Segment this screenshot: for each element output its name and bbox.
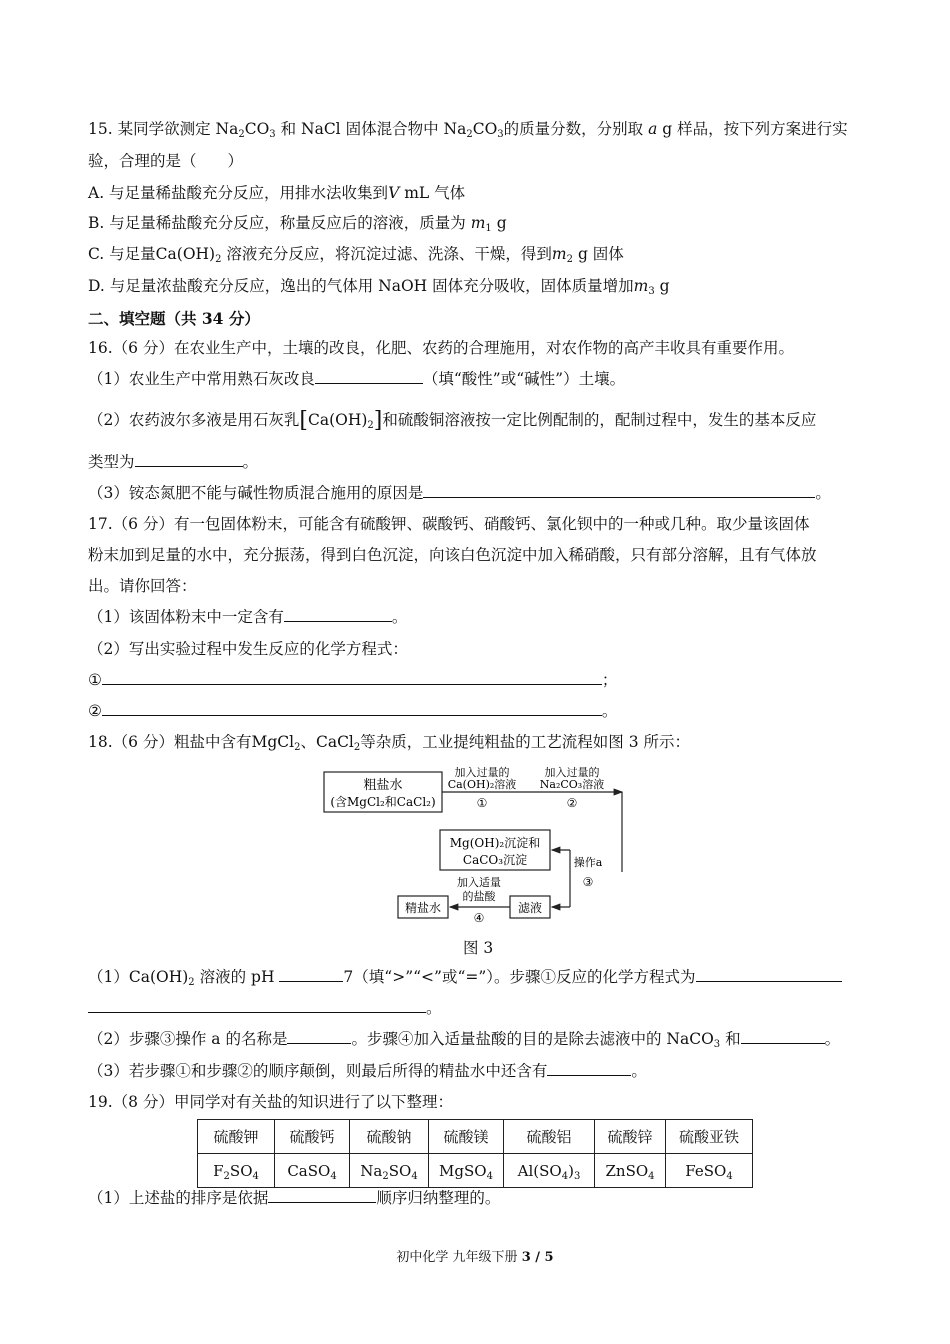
subscript: 2: [188, 977, 195, 988]
variable: m: [633, 277, 649, 295]
answer-blank[interactable]: [547, 1061, 631, 1076]
part-text: 溶液的 pH: [199, 968, 275, 986]
q16-part1: [88, 369, 625, 389]
q15-stem-text: 和 NaCl 固体混合物中: [280, 120, 439, 138]
subscript: 3: [713, 1039, 721, 1050]
subscript: 2: [223, 1170, 230, 1182]
q17-stem-line1: 17.（6 分）有一包固体粉末，可能含有硫酸钾、碳酸钙、硝酸钙、氯化钡中的一种或几种。取少量该固体: [88, 515, 810, 533]
answer-blank[interactable]: [102, 701, 602, 716]
salt-formula-row: [198, 1154, 753, 1188]
q18-text: 18.（6 分）粗盐中含有: [88, 733, 252, 751]
variable: m: [470, 214, 486, 232]
formula-text: FeSO: [685, 1161, 727, 1180]
punct: 。: [242, 453, 259, 471]
answer-blank[interactable]: [284, 607, 392, 622]
q15-stem-line2: 验，合理的是（ ）: [88, 152, 244, 170]
precipitate-label: Mg(OH)₂沉淀和: [449, 836, 541, 850]
formula-text: MgSO: [439, 1161, 487, 1180]
formula-text: ): [568, 1161, 574, 1180]
crude-salt-label: 粗盐水: [363, 778, 403, 793]
step4-reagent: 的盐酸: [462, 890, 496, 903]
subscript: 2: [382, 1170, 389, 1182]
table-cell: [595, 1154, 666, 1188]
option-text: g: [496, 214, 507, 232]
option-text: g 固体: [577, 245, 624, 263]
filtrate-label: 滤液: [517, 901, 543, 915]
q16-part2-line2: [88, 452, 258, 472]
step2-number: ②: [566, 796, 578, 810]
subscript: 3: [497, 129, 504, 140]
table-cell: [350, 1154, 429, 1188]
subscript: 4: [726, 1170, 733, 1182]
part-text: 顺序归纳整理的。: [376, 1189, 501, 1207]
table-cell: [666, 1154, 753, 1188]
answer-blank[interactable]: [88, 998, 426, 1013]
option-text: 溶液充分反应，将沉淀过滤、洗涤、干燥，得到: [226, 245, 552, 263]
formula-text: CO: [244, 120, 270, 138]
q17-stem-line3: 出。请你回答：: [88, 577, 197, 595]
variable: V: [388, 184, 400, 202]
subscript: 4: [486, 1170, 493, 1182]
q17-stem-line2: 粉末加到足量的水中，充分振荡，得到白色沉淀，向该白色沉淀中加入稀硝酸，只有部分溶解，且有气体放: [88, 546, 817, 564]
option-text: D. 与足量浓盐酸充分反应，逸出的气体用 NaOH 固体充分吸收，固体质量增加: [88, 277, 634, 295]
q15-stem-text: g 样品，按下列方案进行实: [662, 120, 848, 138]
q19-part1: [88, 1188, 500, 1208]
punct: 。: [391, 608, 408, 626]
part-text: （3）若步骤①和步骤②的顺序颠倒，则最后所得的精盐水中还含有: [88, 1062, 548, 1080]
answer-blank[interactable]: [135, 452, 243, 467]
circled-number: ②: [88, 702, 102, 720]
formula-text: SO: [229, 1161, 253, 1180]
section-title: 二、填空题（共 34 分）: [88, 309, 260, 328]
subscript: 4: [411, 1170, 418, 1182]
subscript: 2: [566, 254, 573, 265]
q17-equation-1: [88, 670, 617, 690]
q16-part3: [88, 483, 831, 503]
subscript: 3: [573, 1170, 581, 1182]
step2-label: 加入过量的: [544, 766, 600, 779]
formula-text: ZnSO: [605, 1161, 649, 1180]
part-text: 类型为: [88, 453, 135, 471]
formula-text: MgCl: [251, 733, 295, 751]
subscript: 4: [330, 1170, 337, 1182]
option-text: B. 与足量稀盐酸充分反应，称量反应后的溶液，质量为: [88, 214, 466, 232]
subscript: 4: [648, 1170, 655, 1182]
formula-text: SO: [388, 1161, 412, 1180]
subscript: 3: [269, 129, 276, 140]
part-text: （1）农业生产中常用熟石灰改良: [88, 370, 315, 388]
table-cell: 硫酸钙: [275, 1120, 350, 1154]
q15-stem-text: 的质量分数，分别取: [503, 120, 644, 138]
punct: 。: [824, 1030, 841, 1048]
punct: ；: [601, 671, 618, 689]
step3-number: ③: [582, 875, 594, 889]
q15-stem-text: 15. 某同学欲测定: [88, 120, 211, 138]
table-cell: 硫酸钾: [198, 1120, 275, 1154]
bracket: [: [299, 408, 308, 433]
formula-text: CaCl: [315, 733, 354, 751]
subscript: 2: [353, 742, 361, 753]
q16-stem: 16.（6 分）在农业生产中，土壤的改良，化肥、农药的合理施用，对农作物的高产丰收具有重要作用。: [88, 339, 794, 357]
q18-part1-line1: [88, 967, 842, 987]
q18-text: 等杂质，工业提纯粗盐的工艺流程如图 3 所示：: [360, 733, 690, 751]
step3-label: 操作a: [573, 856, 603, 869]
answer-blank[interactable]: [287, 1029, 351, 1044]
q15-option-a[interactable]: [88, 183, 465, 203]
punct: 。: [601, 702, 618, 720]
option-text: mL 气体: [404, 184, 466, 202]
precipitate-label-2: CaCO₃沉淀: [462, 853, 528, 867]
q17-part2: （2）写出实验过程中发生反应的化学方程式：: [88, 640, 408, 658]
option-text: C. 与足量: [88, 245, 156, 263]
part-text: 和: [725, 1030, 741, 1048]
bracket: ]: [373, 408, 383, 433]
part-text: （1）: [88, 968, 129, 986]
subscript: 4: [561, 1170, 569, 1182]
subscript: 4: [252, 1170, 259, 1182]
table-cell: [198, 1154, 275, 1188]
subscript: 2: [294, 742, 301, 753]
table-cell: [429, 1154, 504, 1188]
part-text: （3）铵态氮肥不能与碱性物质混合施用的原因是: [88, 484, 424, 502]
subscript: 2: [466, 129, 473, 140]
q18-part1-line2: [88, 998, 442, 1018]
answer-blank[interactable]: [315, 369, 423, 384]
process-flow-diagram: [318, 762, 628, 924]
table-cell: 硫酸镁: [429, 1120, 504, 1154]
formula-text: Na: [443, 120, 467, 138]
q15-option-c[interactable]: [88, 244, 624, 264]
formula-text: Ca(OH): [155, 245, 216, 263]
table-cell: [275, 1154, 350, 1188]
part-text: （1）该固体粉末中一定含有: [88, 608, 284, 626]
table-cell: 硫酸铝: [504, 1120, 595, 1154]
q16-part2-line1: [88, 410, 816, 431]
q15-option-d[interactable]: [88, 276, 670, 296]
formula-text: Ca(OH): [128, 968, 189, 986]
formula-text: CaSO: [287, 1161, 331, 1180]
q17-equation-2: [88, 701, 617, 721]
variable: m: [551, 245, 567, 263]
punct: 。: [426, 999, 442, 1017]
table-cell: 硫酸亚铁: [666, 1120, 753, 1154]
subscript: 2: [215, 254, 222, 265]
step1-label: 加入过量的: [454, 766, 510, 779]
q17-part1: [88, 607, 407, 627]
variable: a: [648, 120, 658, 138]
q15-stem-line1: [88, 119, 848, 139]
part-text: （2）农药波尔多液是用石灰乳: [88, 411, 300, 429]
table-cell: 硫酸锌: [595, 1120, 666, 1154]
formula-text: Na: [360, 1161, 383, 1180]
answer-blank[interactable]: [696, 967, 842, 982]
page-footer: [0, 1246, 950, 1265]
q18-part2: [88, 1029, 840, 1049]
pure-salt-label: 精盐水: [404, 901, 442, 915]
part-text: （2）步骤③操作 a 的名称是: [88, 1030, 288, 1048]
answer-blank[interactable]: [268, 1188, 376, 1203]
q15-option-b[interactable]: [88, 213, 507, 233]
option-text: A. 与足量稀盐酸充分反应，用排水法收集到: [88, 184, 389, 202]
step1-number: ①: [476, 796, 488, 810]
figure-caption: 图 3: [463, 939, 494, 957]
table-cell: [504, 1154, 595, 1188]
answer-blank[interactable]: [423, 483, 815, 498]
table-cell: 硫酸钠: [350, 1120, 429, 1154]
formula-text: NaCO: [666, 1030, 714, 1048]
q18-part3: [88, 1061, 647, 1081]
formula-text: CO: [472, 120, 498, 138]
subscript: 3: [648, 286, 655, 297]
subscript: 2: [238, 129, 245, 140]
salt-name-row: [198, 1120, 753, 1154]
step4-number: ④: [473, 911, 485, 924]
answer-blank[interactable]: [741, 1029, 825, 1044]
answer-blank[interactable]: [279, 967, 343, 982]
formula-text: F: [213, 1161, 224, 1180]
crude-salt-note: (含MgCl₂和CaCl₂): [330, 795, 436, 809]
page-number: 3 / 5: [521, 1250, 554, 1265]
circled-number: ①: [88, 671, 102, 689]
q19-stem: 19.（8 分）甲同学对有关盐的知识进行了以下整理：: [88, 1093, 453, 1111]
option-text: g: [659, 277, 670, 295]
part-text: 。步骤④加入适量盐酸的目的是除去滤液中的: [351, 1030, 662, 1048]
formula-text: Na: [215, 120, 239, 138]
formula-text: Ca(OH): [307, 411, 368, 429]
punct: 、: [300, 733, 316, 751]
punct: 。: [815, 484, 831, 502]
answer-blank[interactable]: [102, 670, 602, 685]
part-text: 和硫酸铜溶液按一定比例配制的，配制过程中，发生的基本反应: [382, 411, 817, 429]
subscript: 2: [367, 420, 374, 431]
subscript: 1: [485, 223, 492, 234]
part-text: 7（填“>”“<”或“=”）。步骤①反应的化学方程式为: [343, 968, 696, 986]
step4-label: 加入适量: [457, 876, 501, 889]
step1-reagent: Ca(OH)₂溶液: [447, 778, 517, 791]
salt-table: [197, 1119, 753, 1188]
q18-stem: [88, 732, 690, 752]
footer-text: 初中化学 九年级下册: [396, 1250, 522, 1265]
punct: 。: [631, 1062, 647, 1080]
step2-reagent: Na₂CO₃溶液: [539, 778, 605, 791]
part-text: （填“酸性”或“碱性”）土壤。: [422, 370, 626, 388]
formula-text: Al(SO: [517, 1161, 562, 1180]
part-text: （1）上述盐的排序是依据: [88, 1189, 269, 1207]
